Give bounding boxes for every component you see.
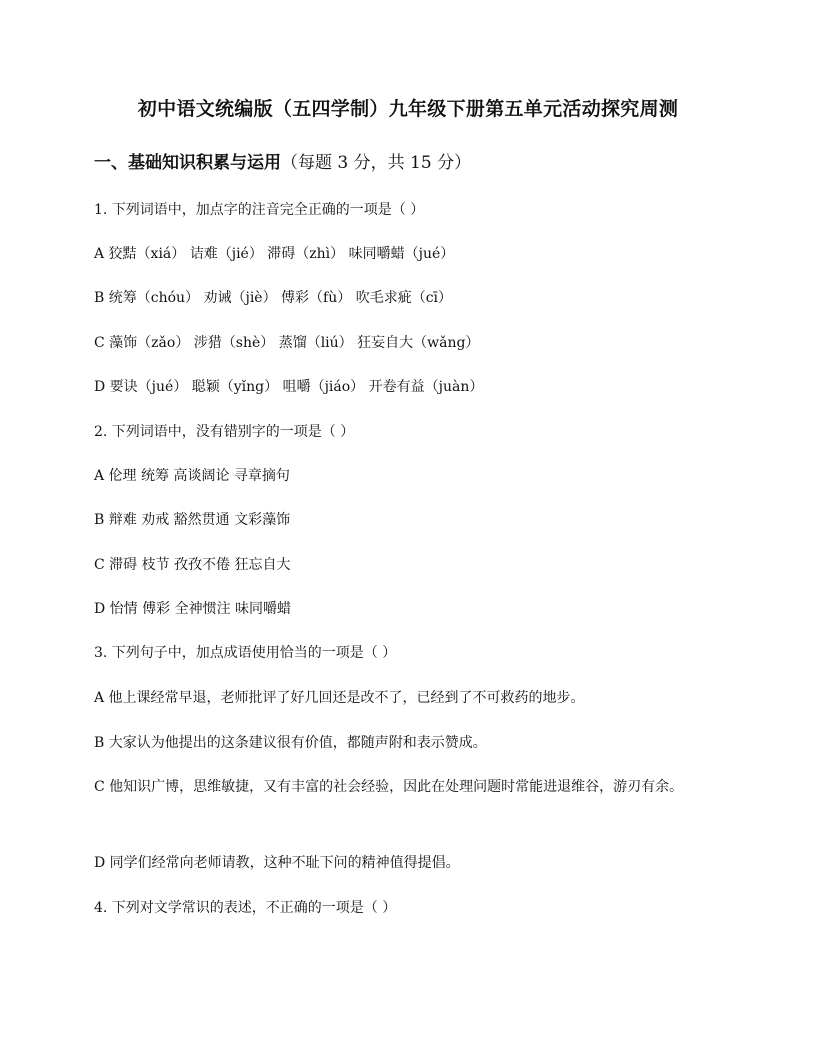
question-4-stem: 4. 下列对文学常识的表述，不正确的一项是（ ） xyxy=(94,900,397,916)
question-1-option-b: B 统筹（chóu） 劝诫（jiè） 傅彩（fù） 吹毛求疵（cī） xyxy=(94,290,453,306)
question-2-option-a: A 伦理 统筹 高谈阔论 寻章摘句 xyxy=(94,468,290,484)
question-3-option-a: A 他上课经常早退，老师批评了好几回还是改不了，已经到了不可救药的地步。 xyxy=(94,690,585,706)
question-1-option-d: D 要诀（jué） 聪颖（yǐng） 咀嚼（jiáo） 开卷有益（juàn） xyxy=(94,379,484,395)
question-1-option-a: A 狡黠（xiá） 诘难（jié） 滞碍（zhì） 味同嚼蜡（jué） xyxy=(94,246,455,262)
question-2-option-c: C 滞碍 枝节 孜孜不倦 狂忘自大 xyxy=(94,557,291,573)
question-3-option-b: B 大家认为他提出的这条建议很有价值，都随声附和表示赞成。 xyxy=(94,735,487,751)
document-title: 初中语文统编版（五四学制）九年级下册第五单元活动探究周测 xyxy=(137,98,679,120)
question-2-stem: 2. 下列词语中，没有错别字的一项是（ ） xyxy=(94,424,355,440)
question-3-option-c: C 他知识广博，思维敏捷，又有丰富的社会经验，因此在处理问题时常能进退维谷，游刃有余。 xyxy=(94,779,684,795)
section-heading xyxy=(94,148,471,173)
question-1-option-c: C 藻饰（zǎo） 涉猎（shè） 蒸馏（liú） 狂妄自大（wǎng） xyxy=(94,335,480,351)
question-3-stem: 3. 下列句子中，加点成语使用恰当的一项是（ ） xyxy=(94,645,397,661)
question-3-option-d: D 同学们经常向老师请教，这种不耻下问的精神值得提倡。 xyxy=(94,855,460,871)
question-2-option-d: D 怡情 傅彩 全神惯注 味同嚼蜡 xyxy=(94,601,292,617)
question-1-stem: 1. 下列词语中，加点字的注音完全正确的一项是（ ） xyxy=(94,202,425,218)
section-heading-text: 一、基础知识积累与运用 xyxy=(94,153,281,173)
question-2-option-b: B 辩难 劝戒 豁然贯通 文彩藻饰 xyxy=(94,512,291,528)
section-score: （每题 3 分，共 15 分） xyxy=(281,153,472,173)
